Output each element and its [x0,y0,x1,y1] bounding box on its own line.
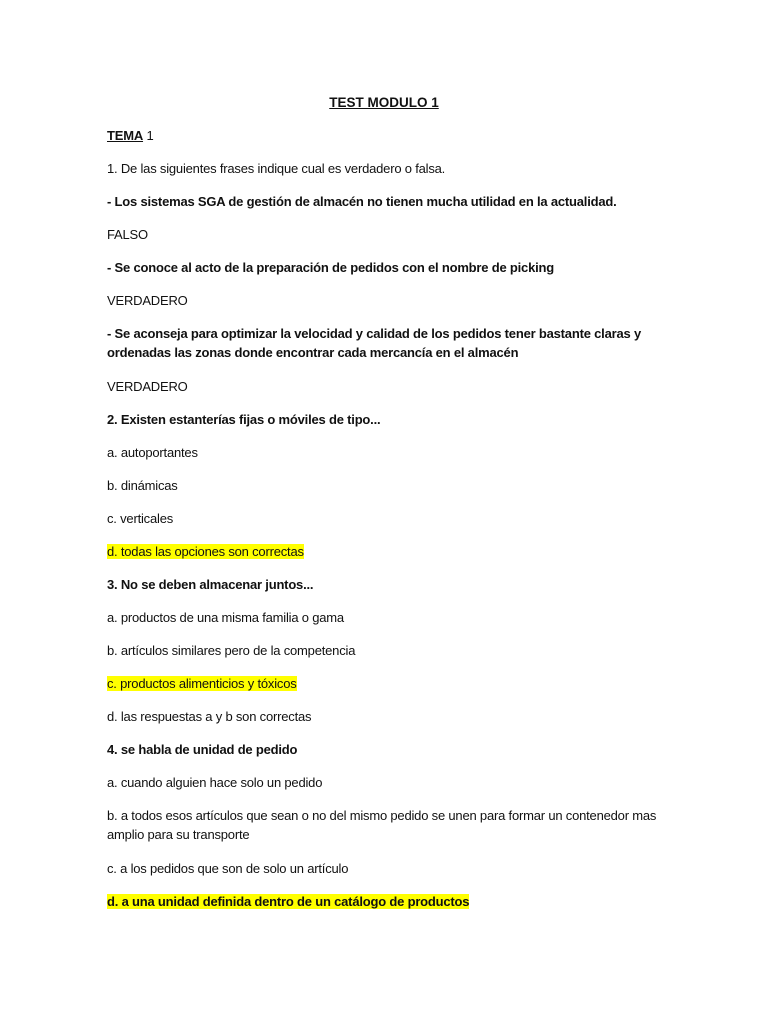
q2-option-d-highlighted: d. todas las opciones son correctas [107,544,304,559]
q3-option-b: b. artículos similares pero de la competencia [107,643,356,658]
q1-answer-1: FALSO [107,227,148,242]
q2-prompt: 2. Existen estanterías fijas o móviles de tipo... [107,412,381,427]
q2-option-c: c. verticales [107,511,174,526]
q2-option-d [107,542,304,561]
q1-answer-2: VERDADERO [107,293,188,308]
q2-option-a: a. autoportantes [107,445,198,460]
q4-option-d [107,892,469,911]
document-title: TEST MODULO 1 [329,95,439,110]
tema-heading [107,126,153,145]
q4-option-d-highlighted: d. a una unidad definida dentro de un catálogo de productos [107,894,470,909]
q4-option-c: c. a los pedidos que son de solo un artículo [107,861,349,876]
q1-statement-1: - Los sistemas SGA de gestión de almacén no tienen mucha utilidad en la actualidad. [107,194,617,209]
q3-option-c [107,674,297,693]
q4-option-b: b. a todos esos artículos que sean o no del mismo pedido se unen para formar un contenedor mas amplio para su transporte [107,808,657,842]
q3-option-d: d. las respuestas a y b son correctas [107,709,312,724]
q1-statement-2: - Se conoce al acto de la preparación de pedidos con el nombre de picking [107,260,555,275]
q3-option-c-highlighted: c. productos alimenticios y tóxicos [107,676,297,691]
q4-prompt: 4. se habla de unidad de pedido [107,742,298,757]
q1-statement-3: - Se aconseja para optimizar la velocidad y calidad de los pedidos tener bastante claras y ordenadas las zonas donde encontrar cada mercancía en el almacén [107,326,641,360]
q3-prompt: 3. No se deben almacenar juntos... [107,577,314,592]
tema-word: TEMA [107,128,144,143]
q1-answer-3: VERDADERO [107,379,188,394]
q3-option-a: a. productos de una misma familia o gama [107,610,344,625]
tema-number: 1 [146,128,154,143]
q4-option-a: a. cuando alguien hace solo un pedido [107,775,323,790]
q2-option-b: b. dinámicas [107,478,178,493]
q1-prompt: 1. De las siguientes frases indique cual es verdadero o falsa. [107,161,446,176]
